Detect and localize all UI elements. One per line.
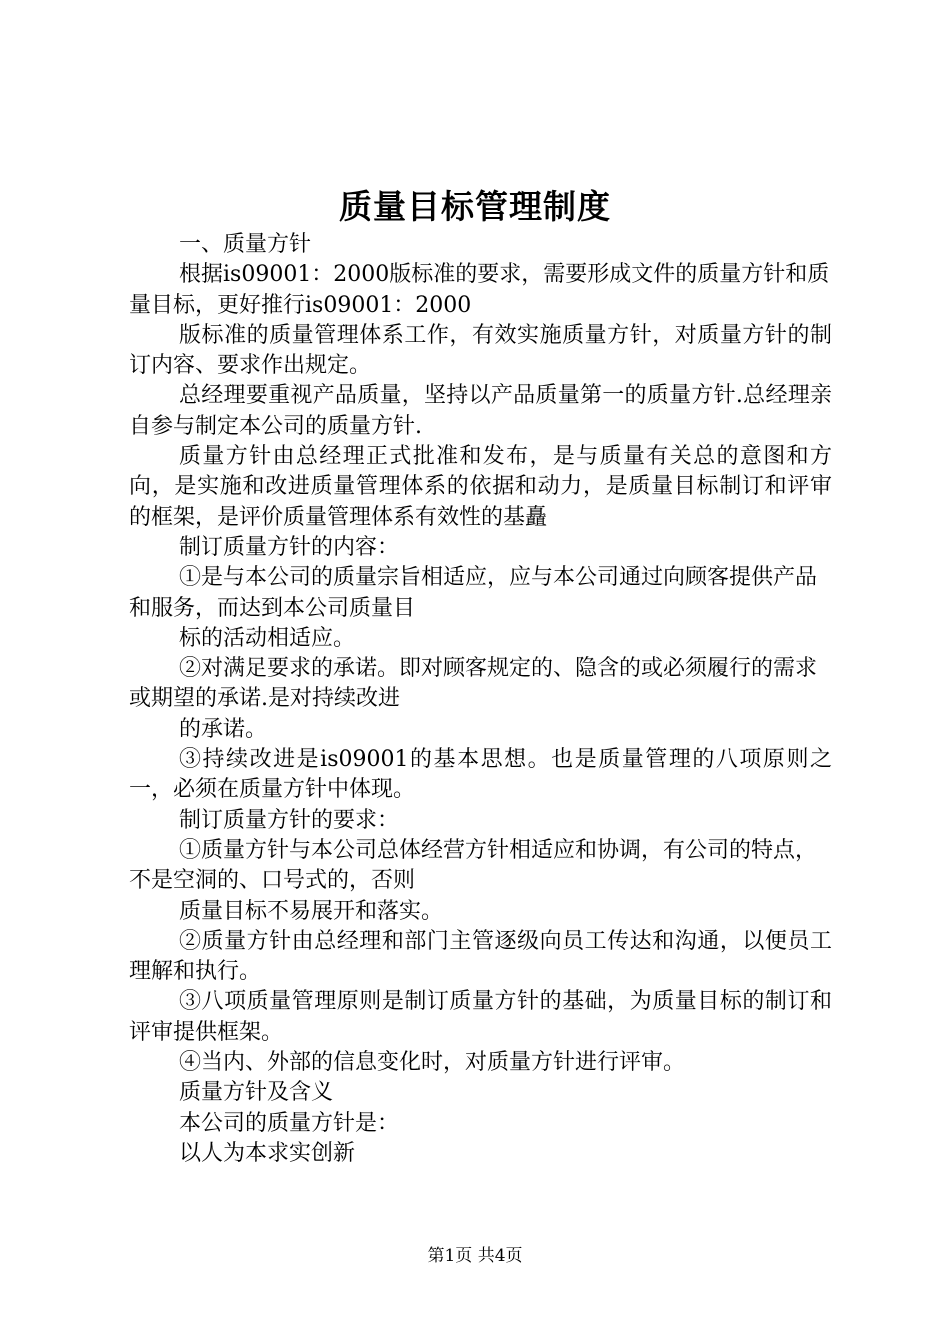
list-item: ③持续改进是is09001的基本思想。也是质量管理的八项原则之一，必须在质量方针中体现。 bbox=[129, 747, 832, 803]
list-item: ③八项质量管理原则是制订质量方针的基础，为质量目标的制订和评审提供框架。 bbox=[129, 989, 832, 1045]
document-body bbox=[129, 230, 832, 1169]
list-item: ①是与本公司的质量宗旨相适应，应与本公司通过向顾客提供产品和服务，而达到本公司质量目 bbox=[129, 565, 818, 621]
list-item: ②对满足要求的承诺。即对顾客规定的、隐含的或必须履行的需求或期望的承诺.是对持续改进 bbox=[129, 656, 818, 712]
paragraph: 本公司的质量方针是： bbox=[179, 1110, 400, 1136]
paragraph: 总经理要重视产品质量，坚持以产品质量第一的质量方针.总经理亲自参与制定本公司的质量方针. bbox=[129, 383, 832, 439]
list-item: ①质量方针与本公司总体经营方针相适应和协调，有公司的特点，不是空洞的、口号式的，否则 bbox=[129, 837, 818, 894]
paragraph: 根据is09001：2000版标准的要求，需要形成文件的质量方针和质量目标，更好推行is09001：2000 bbox=[129, 262, 830, 318]
paragraph: 制订质量方针的内容： bbox=[179, 534, 400, 560]
paragraph: 的承诺。 bbox=[179, 716, 268, 742]
list-item: ④当内、外部的信息变化时，对质量方针进行评审。 bbox=[179, 1050, 686, 1076]
paragraph: 以人为本求实创新 bbox=[179, 1140, 356, 1166]
section-heading: 一、质量方针 bbox=[179, 232, 312, 257]
list-item: ②质量方针由总经理和部门主管逐级向员工传达和沟通，以便员工理解和执行。 bbox=[129, 928, 832, 985]
paragraph: 版标准的质量管理体系工作，有效实施质量方针，对质量方针的制订内容、要求作出规定。 bbox=[129, 322, 832, 379]
page-footer: 第1页 共4页 bbox=[427, 1246, 523, 1266]
document-title: 质量目标管理制度 bbox=[339, 187, 611, 226]
paragraph: 标的活动相适应。 bbox=[179, 625, 356, 651]
paragraph: 质量方针及含义 bbox=[179, 1080, 334, 1106]
paragraph: 质量方针由总经理正式批准和发布，是与质量有关总的意图和方向，是实施和改进质量管理体系的依据和动力，是质量目标制订和评审的框架，是评价质量管理体系有效性的基矗 bbox=[129, 444, 832, 530]
paragraph: 质量目标不易展开和落实。 bbox=[179, 898, 444, 924]
paragraph: 制订质量方针的要求： bbox=[179, 807, 400, 833]
